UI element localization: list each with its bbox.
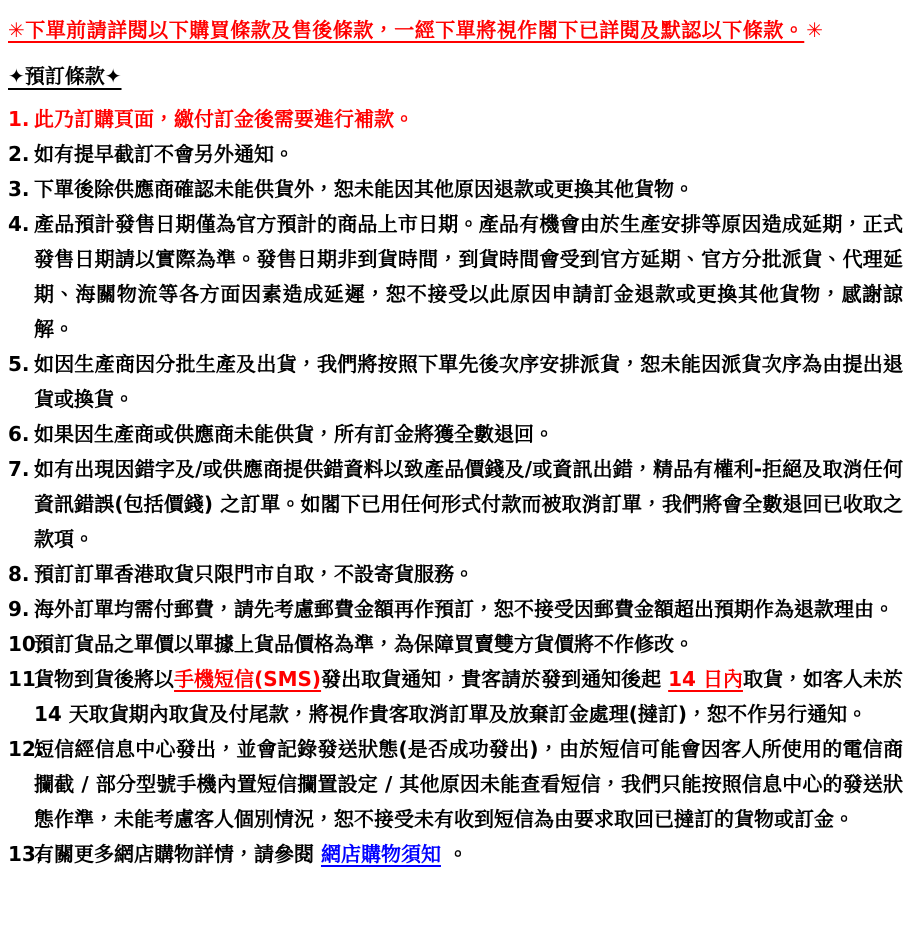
term-item: [8, 452, 903, 557]
term-number: 7.: [8, 457, 30, 481]
term-number: 8.: [8, 562, 30, 586]
term-text: 如有提早截訂不會另外通知。: [34, 142, 294, 166]
term-text: 發出取貨通知，貴客請於發到通知後起: [321, 667, 669, 691]
term-item: [8, 102, 903, 137]
terms-list: [8, 102, 903, 872]
term-number: 10.: [8, 632, 44, 656]
term-number: 3.: [8, 177, 30, 201]
term-text: 。: [440, 842, 468, 866]
term-item: [8, 662, 903, 732]
term-text: 貨物到貨後將以: [34, 667, 175, 691]
term-number: 1.: [8, 107, 30, 131]
asterisk-mark-icon: ✳: [806, 18, 824, 42]
term-item: [8, 207, 903, 347]
term-item: [8, 347, 903, 417]
term-number: 13.: [8, 842, 44, 866]
term-number: 2.: [8, 142, 30, 166]
term-number: 4.: [8, 212, 30, 236]
term-text: 海外訂單均需付郵費，請先考慮郵費金額再作預訂，恕不接受因郵費金額超出預期作為退款理由。: [34, 597, 894, 621]
sms-emphasis: 手機短信(SMS): [174, 667, 322, 691]
term-item: [8, 557, 903, 592]
term-item: [8, 417, 903, 452]
term-item: [8, 732, 903, 837]
term-text: 下單後除供應商確認未能供貨外，恕未能因其他原因退款或更換其他貨物。: [34, 177, 694, 201]
section-title-preorder-terms: [8, 62, 903, 90]
term-item: [8, 592, 903, 627]
term-text: 預訂訂單香港取貨只限門市自取，不設寄貨服務。: [34, 562, 474, 586]
term-text: 如因生產商因分批生產及出貨，我們將按照下單先後次序安排派貨，恕未能因派貨次序為由提出退貨或換貨。: [34, 352, 903, 411]
section-title-text: ✦預訂條款✦: [8, 64, 122, 88]
term-text: 產品預計發售日期僅為官方預計的商品上市日期。產品有機會由於生產安排等原因造成延期，正式發售日期請以實際為準。發售日期非到貨時間，到貨時間會受到官方延期、官方分批派貨、代理延期、海關物流等各方面因素造成延遲，恕不接受以此原因申請訂金退款或更換其他貨物，感謝諒解。: [34, 212, 903, 341]
term-text: 有關更多網店購物詳情，請參閱: [34, 842, 321, 866]
shop-guide-link[interactable]: 網店購物須知: [320, 842, 441, 866]
purchase-notice-text: ✳下單前請詳閱以下購買條款及售後條款，一經下單將視作閣下已詳閱及默認以下條款。: [8, 18, 805, 42]
term-number: 6.: [8, 422, 30, 446]
term-item: [8, 137, 903, 172]
term-text: 如有出現因錯字及/或供應商提供錯資料以致產品價錢及/或資訊出錯，精品有權利-拒絕及取消任何資訊錯誤(包括價錢) 之訂單。如閣下已用任何形式付款而被取消訂單，我們將會全數退回已收取之款項。: [34, 457, 903, 551]
term-text: 短信經信息中心發出，並會記錄發送狀態(是否成功發出)，由於短信可能會因客人所使用的電信商攔截 / 部分型號手機內置短信攔置設定 / 其他原因未能查看短信，我們只能按照信息中心的發送狀態作準，未能考慮客人個別情況，恕不接受未有收到短信為由要求取回已撻訂的貨物或訂金。: [34, 737, 903, 831]
term-text: 如果因生產商或供應商未能供貨，所有訂金將獲全數退回。: [34, 422, 554, 446]
term-number: 12.: [8, 737, 44, 761]
emphasis-text: 此乃訂購頁面，繳付訂金後需要進行補款。: [34, 107, 414, 131]
pickup-deadline-emphasis: 14 日內: [668, 667, 743, 691]
term-number: 11.: [8, 667, 44, 691]
term-text: 取貨，如客人未於 14 天取貨期內取貨及付尾款，將視作貴客取消訂單及放棄訂金處理(撻訂)，恕不作另行通知。: [34, 667, 903, 726]
term-item: [8, 627, 903, 662]
purchase-notice: [8, 16, 903, 44]
term-number: 5.: [8, 352, 30, 376]
term-number: 9.: [8, 597, 30, 621]
term-text: 預訂貨品之單價以單據上貨品價格為準，為保障買賣雙方貨價將不作修改。: [34, 632, 694, 656]
term-item: [8, 837, 903, 872]
term-item: [8, 172, 903, 207]
